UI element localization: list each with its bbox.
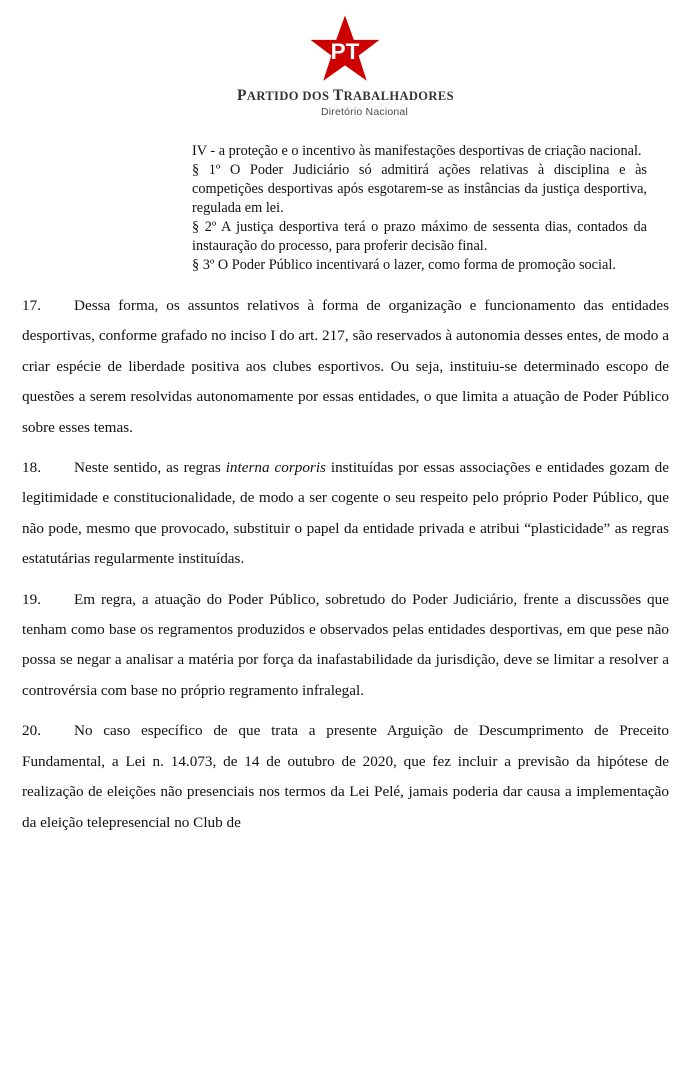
paragraph-number: 17. [22, 297, 41, 314]
paragraph-20 [22, 716, 669, 838]
party-name-t: T [332, 87, 344, 104]
quote-line: § 2º A justiça desportiva terá o prazo máximo de sessenta dias, contados da instauração do processo, para proferir decisão final. [192, 219, 647, 254]
paragraph-number: 19. [22, 590, 41, 608]
letterhead [0, 0, 691, 120]
paragraph-18 [22, 453, 669, 575]
paragraph-text-after-italic: instituídas por essas associações e entidades gozam de legitimidade e constitucionalidade, de modo a ser cogente o seu respeito pelo próprio Poder Público, que não pode, mesmo que provocado, substituir o papel da entidade privada e atribui “plasticidade” as regras estatutárias regularmente instituídas. [22, 459, 669, 568]
logo-wrap [237, 14, 454, 118]
paragraph-17 [22, 291, 669, 443]
quote-line: § 1º O Poder Judiciário só admitirá ações relativas à disciplina e às competições desportivas após esgotarem-se as instâncias da justiça desportiva, regulada em lei. [192, 162, 647, 216]
paragraph-text-before-italic: Neste sentido, as regras [74, 459, 226, 477]
party-name-artido: ARTIDO DOS [246, 89, 333, 103]
party-name [237, 88, 454, 104]
paragraph-number: 18. [22, 459, 41, 477]
document-content [0, 142, 691, 838]
paragraph-text: Dessa forma, os assuntos relativos à forma de organização e funcionamento das entidades desportivas, conforme grafado no inciso I do art. 217, são reservados à autonomia desses entes, de modo a criar espécie de liberdade positiva aos clubes esportivos. Ou seja, instituiu-se determinado escopo de questões a serem resolvidas autonomamente por essas entidades, o que limita a atuação de Poder Público sobre esses temas. [22, 297, 669, 436]
logo-text: PT [331, 39, 360, 64]
pt-star-logo-icon [307, 14, 383, 86]
party-name-p: P [237, 87, 247, 104]
paragraph-italic-term: interna corporis [225, 459, 326, 477]
quote-line: IV - a proteção e o incentivo às manifestações desportivas de criação nacional. [192, 143, 642, 159]
paragraph-19 [22, 585, 669, 707]
letterhead-subtitle: Diretório Nacional [320, 106, 409, 118]
paragraph-number: 20. [22, 722, 41, 740]
law-quote-block [22, 142, 669, 275]
paragraph-text: Em regra, a atuação do Poder Público, sobretudo do Poder Judiciário, frente a discussões que tenham como base os regramentos produzidos e observados pelas entidades desportivas, em que pese não possa se negar a analisar a matéria por força da inafastabilidade da jurisdição, deve se limitar a resolver a controvérsia com base no próprio regramento infralegal. [22, 590, 669, 699]
party-name-rabalhadores: RABALHADORES [343, 89, 454, 103]
paragraph-text: No caso específico de que trata a presente Arguição de Descumprimento de Preceito Fundamental, a Lei n. 14.073, de 14 de outubro de 2020, que fez incluir a previsão da hipótese de realização de eleições não presenciais nos termos da Lei Pelé, jamais poderia dar causa a implementação da eleição telepresencial no Club de [22, 722, 669, 831]
quote-line: § 3º O Poder Público incentivará o lazer, como forma de promoção social. [192, 257, 616, 273]
